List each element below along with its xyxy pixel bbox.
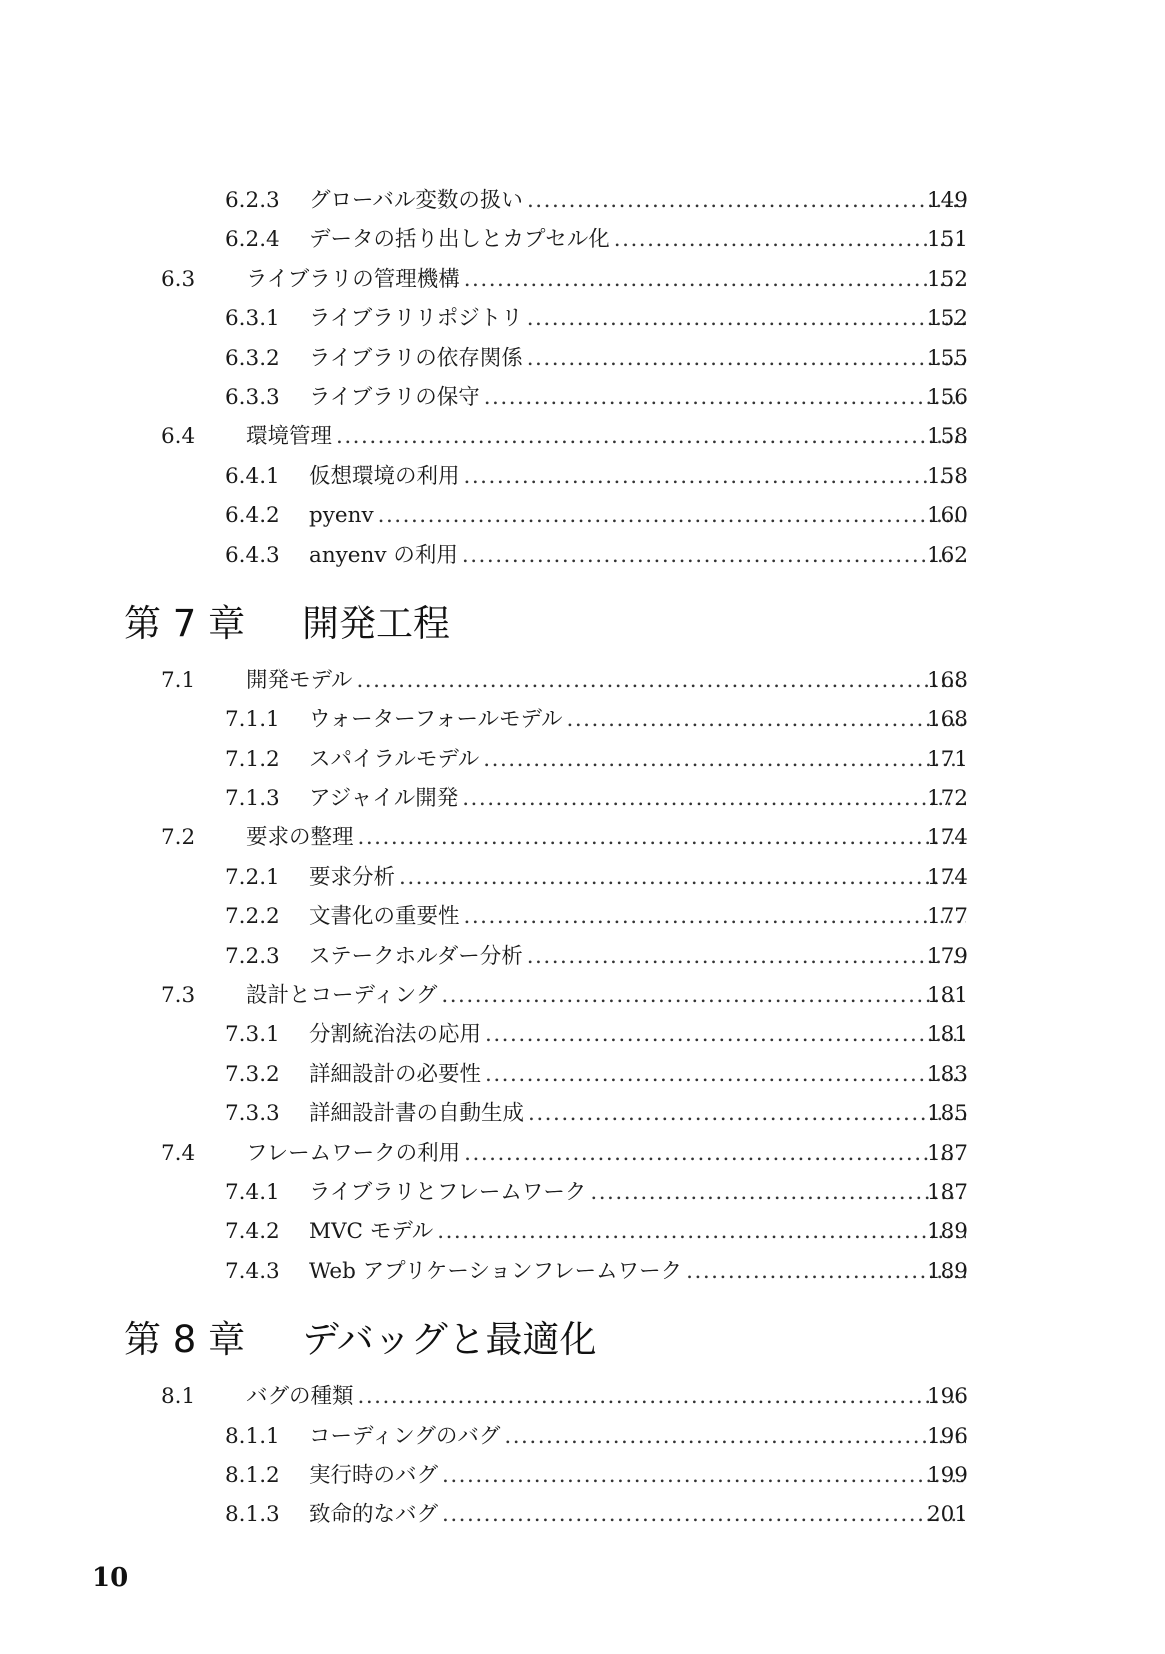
toc-subsection-entry	[0, 536, 1165, 575]
entry-title: 詳細設計の必要性	[309, 1061, 482, 1087]
dot-leader	[442, 1456, 966, 1495]
entry-title: 実行時のバグ	[309, 1462, 439, 1488]
entry-number: 7.4.2	[225, 1219, 280, 1245]
entry-number: 7.3.1	[225, 1022, 280, 1048]
entry-page-number: 168	[926, 667, 968, 693]
entry-number: 7.3	[161, 983, 196, 1009]
entry-title-with-leader	[246, 818, 966, 857]
toc-subsection-entry	[0, 1417, 1165, 1456]
entry-number: 7.4	[161, 1140, 196, 1166]
dot-leader	[464, 897, 966, 936]
toc-subsection-entry	[0, 740, 1165, 779]
entry-page-number: 162	[926, 542, 968, 568]
entry-page-number: 174	[926, 825, 968, 851]
entry-page-number: 174	[926, 864, 968, 890]
dot-leader	[356, 661, 966, 700]
entry-page-number: 185	[926, 1101, 968, 1127]
entry-page-number: 151	[926, 227, 968, 253]
entry-title-with-leader	[246, 1377, 966, 1416]
entry-page-number: 187	[926, 1179, 968, 1205]
entry-title: MVC モデル	[309, 1219, 434, 1245]
entry-number: 7.2.1	[225, 864, 280, 890]
entry-title: ライブラリの管理機構	[246, 266, 460, 292]
entry-number: 7.4.1	[225, 1179, 280, 1205]
toc-subsection-entry	[0, 897, 1165, 936]
entry-number: 6.3.3	[225, 384, 280, 410]
toc-subsection-entry	[0, 220, 1165, 259]
entry-number: 7.2	[161, 825, 196, 851]
entry-title-with-leader	[246, 976, 966, 1015]
dot-leader	[686, 1252, 966, 1291]
entry-page-number: 187	[926, 1140, 968, 1166]
entry-page-number: 168	[926, 707, 968, 733]
entry-page-number: 179	[926, 943, 968, 969]
toc-subsection-entry	[0, 299, 1165, 338]
entry-title-with-leader	[309, 1212, 966, 1251]
entry-title: pyenv	[309, 503, 374, 529]
entry-title: ライブラリリポジトリ	[309, 306, 523, 332]
dot-leader	[527, 937, 966, 976]
chapter-title: 開発工程	[302, 601, 450, 645]
entry-title-with-leader	[309, 1015, 966, 1054]
dot-leader	[336, 417, 966, 456]
entry-title-with-leader	[309, 496, 966, 535]
toc-subsection-entry	[0, 779, 1165, 818]
entry-title-with-leader	[309, 339, 966, 378]
toc-subsection-entry	[0, 457, 1165, 496]
entry-title-with-leader	[309, 1495, 966, 1534]
entry-page-number: 189	[926, 1258, 968, 1284]
dot-leader	[378, 496, 966, 535]
toc-subsection-entry	[0, 1055, 1165, 1094]
dot-leader	[437, 1212, 966, 1251]
toc-section-entry	[0, 417, 1165, 456]
entry-page-number: 177	[926, 904, 968, 930]
entry-number: 7.3.2	[225, 1061, 280, 1087]
chapter-number: 第 8 章	[124, 1318, 246, 1362]
entry-title-with-leader	[309, 937, 966, 976]
entry-title-with-leader	[309, 1173, 966, 1212]
entry-page-number: 160	[926, 503, 968, 529]
toc-subsection-entry	[0, 1252, 1165, 1291]
dot-leader	[462, 779, 966, 818]
entry-number: 8.1.3	[225, 1502, 280, 1528]
entry-title: 分割統治法の応用	[309, 1022, 482, 1048]
entry-page-number: 172	[926, 786, 968, 812]
dot-leader	[485, 1055, 966, 1094]
entry-title-with-leader	[246, 417, 966, 456]
toc-section-entry	[0, 976, 1165, 1015]
table-of-contents	[0, 181, 1165, 1535]
entry-title-with-leader	[309, 858, 966, 897]
entry-title-with-leader	[309, 181, 966, 220]
dot-leader	[358, 818, 966, 857]
entry-number: 7.3.3	[225, 1101, 280, 1127]
entry-number: 7.2.2	[225, 904, 280, 930]
entry-page-number: 152	[926, 266, 968, 292]
dot-leader	[527, 339, 966, 378]
dot-leader	[464, 457, 966, 496]
entry-title: anyenv の利用	[309, 542, 458, 568]
entry-title-with-leader	[309, 536, 966, 575]
entry-title: アジャイル開発	[309, 786, 459, 812]
dot-leader	[462, 536, 966, 575]
entry-page-number: 152	[926, 306, 968, 332]
entry-title-with-leader	[309, 1417, 966, 1456]
chapter-title: デバッグと最適化	[302, 1318, 597, 1362]
dot-leader	[483, 740, 966, 779]
entry-page-number: 156	[926, 384, 968, 410]
entry-number: 6.3.2	[225, 345, 280, 371]
entry-page-number: 171	[926, 746, 968, 772]
entry-title: 要求分析	[309, 864, 396, 890]
entry-title-with-leader	[309, 220, 966, 259]
entry-page-number: 189	[926, 1219, 968, 1245]
toc-subsection-entry	[0, 181, 1165, 220]
toc-subsection-entry	[0, 339, 1165, 378]
dot-leader	[527, 181, 966, 220]
dot-leader	[464, 260, 966, 299]
entry-number: 7.1.3	[225, 786, 280, 812]
dot-leader	[484, 378, 966, 417]
entry-number: 7.1.1	[225, 707, 280, 733]
toc-subsection-entry	[0, 1495, 1165, 1534]
entry-title-with-leader	[309, 1252, 966, 1291]
entry-page-number: 199	[926, 1462, 968, 1488]
entry-number: 8.1.1	[225, 1423, 280, 1449]
dot-leader	[614, 220, 966, 259]
toc-subsection-entry	[0, 700, 1165, 739]
entry-title: 環境管理	[246, 424, 333, 450]
entry-title: データの括り出しとカプセル化	[309, 227, 610, 253]
entry-title: ウォーターフォールモデル	[309, 707, 563, 733]
entry-title-with-leader	[309, 378, 966, 417]
toc-section-entry	[0, 661, 1165, 700]
entry-title-with-leader	[309, 700, 966, 739]
entry-title: ライブラリの保守	[309, 384, 480, 410]
toc-subsection-entry	[0, 858, 1165, 897]
entry-number: 6.4	[161, 424, 196, 450]
toc-subsection-entry	[0, 378, 1165, 417]
entry-title: ライブラリとフレームワーク	[309, 1179, 587, 1205]
entry-page-number: 149	[926, 188, 968, 213]
entry-title: 仮想環境の利用	[309, 463, 460, 489]
entry-number: 8.1	[161, 1384, 196, 1410]
entry-title: スパイラルモデル	[309, 746, 480, 772]
entry-number: 7.1	[161, 667, 196, 693]
entry-title-with-leader	[246, 661, 966, 700]
dot-leader	[485, 1015, 966, 1054]
entry-title-with-leader	[309, 457, 966, 496]
entry-number: 7.2.3	[225, 943, 280, 969]
chapter-heading	[0, 591, 1165, 657]
entry-title-with-leader	[246, 260, 966, 299]
toc-subsection-entry	[0, 1456, 1165, 1495]
entry-number: 6.3	[161, 266, 196, 292]
toc-subsection-entry	[0, 937, 1165, 976]
entry-title: グローバル変数の扱い	[309, 188, 523, 213]
entry-title: 設計とコーディング	[246, 983, 438, 1009]
entry-title: 文書化の重要性	[309, 904, 460, 930]
entry-title-with-leader	[309, 299, 966, 338]
entry-title-with-leader	[246, 1134, 966, 1173]
entry-page-number: 196	[926, 1384, 968, 1410]
chapter-number: 第 7 章	[124, 601, 246, 645]
toc-subsection-entry	[0, 1212, 1165, 1251]
entry-title: Web アプリケーションフレームワーク	[309, 1258, 683, 1284]
entry-number: 6.3.1	[225, 306, 280, 332]
entry-page-number: 158	[926, 463, 968, 489]
toc-section-entry	[0, 818, 1165, 857]
entry-title: フレームワークの利用	[246, 1140, 461, 1166]
entry-page-number: 155	[926, 345, 968, 371]
entry-number: 6.2.4	[225, 227, 280, 253]
entry-page-number: 183	[926, 1061, 968, 1087]
toc-section-entry	[0, 1377, 1165, 1416]
toc-subsection-entry	[0, 1173, 1165, 1212]
entry-title: 開発モデル	[246, 667, 353, 693]
entry-title: ステークホルダー分析	[309, 943, 523, 969]
toc-subsection-entry	[0, 1094, 1165, 1133]
dot-leader	[358, 1377, 966, 1416]
entry-page-number: 201	[926, 1502, 968, 1528]
dot-leader	[527, 299, 966, 338]
entry-number: 8.1.2	[225, 1462, 280, 1488]
entry-page-number: 158	[926, 424, 968, 450]
page-number: 10	[92, 1563, 129, 1593]
entry-number: 7.4.3	[225, 1258, 280, 1284]
entry-title: 要求の整理	[246, 825, 354, 851]
dot-leader	[504, 1417, 966, 1456]
entry-page-number: 181	[926, 1022, 968, 1048]
entry-title-with-leader	[309, 897, 966, 936]
entry-page-number: 196	[926, 1423, 968, 1449]
toc-subsection-entry	[0, 496, 1165, 535]
entry-number: 6.4.2	[225, 503, 280, 529]
toc-subsection-entry	[0, 1015, 1165, 1054]
entry-title-with-leader	[309, 1094, 966, 1133]
entry-title: ライブラリの依存関係	[309, 345, 523, 371]
entry-number: 6.4.1	[225, 463, 280, 489]
dot-leader	[590, 1173, 966, 1212]
dot-leader	[567, 700, 967, 739]
entry-title-with-leader	[309, 779, 966, 818]
dot-leader	[399, 858, 966, 897]
toc-section-entry	[0, 1134, 1165, 1173]
entry-title: 致命的なバグ	[309, 1502, 439, 1528]
dot-leader	[442, 1495, 966, 1534]
entry-title: バグの種類	[246, 1384, 354, 1410]
dot-leader	[528, 1094, 966, 1133]
chapter-heading	[0, 1307, 1165, 1373]
toc-section-entry	[0, 260, 1165, 299]
entry-title: 詳細設計書の自動生成	[309, 1101, 525, 1127]
dot-leader	[464, 1134, 966, 1173]
entry-title-with-leader	[309, 1456, 966, 1495]
dot-leader	[441, 976, 966, 1015]
entry-number: 6.2.3	[225, 188, 280, 213]
entry-page-number: 181	[926, 983, 968, 1009]
entry-number: 7.1.2	[225, 746, 280, 772]
entry-title-with-leader	[309, 740, 966, 779]
entry-title-with-leader	[309, 1055, 966, 1094]
entry-number: 6.4.3	[225, 542, 280, 568]
entry-title: コーディングのバグ	[309, 1423, 501, 1449]
